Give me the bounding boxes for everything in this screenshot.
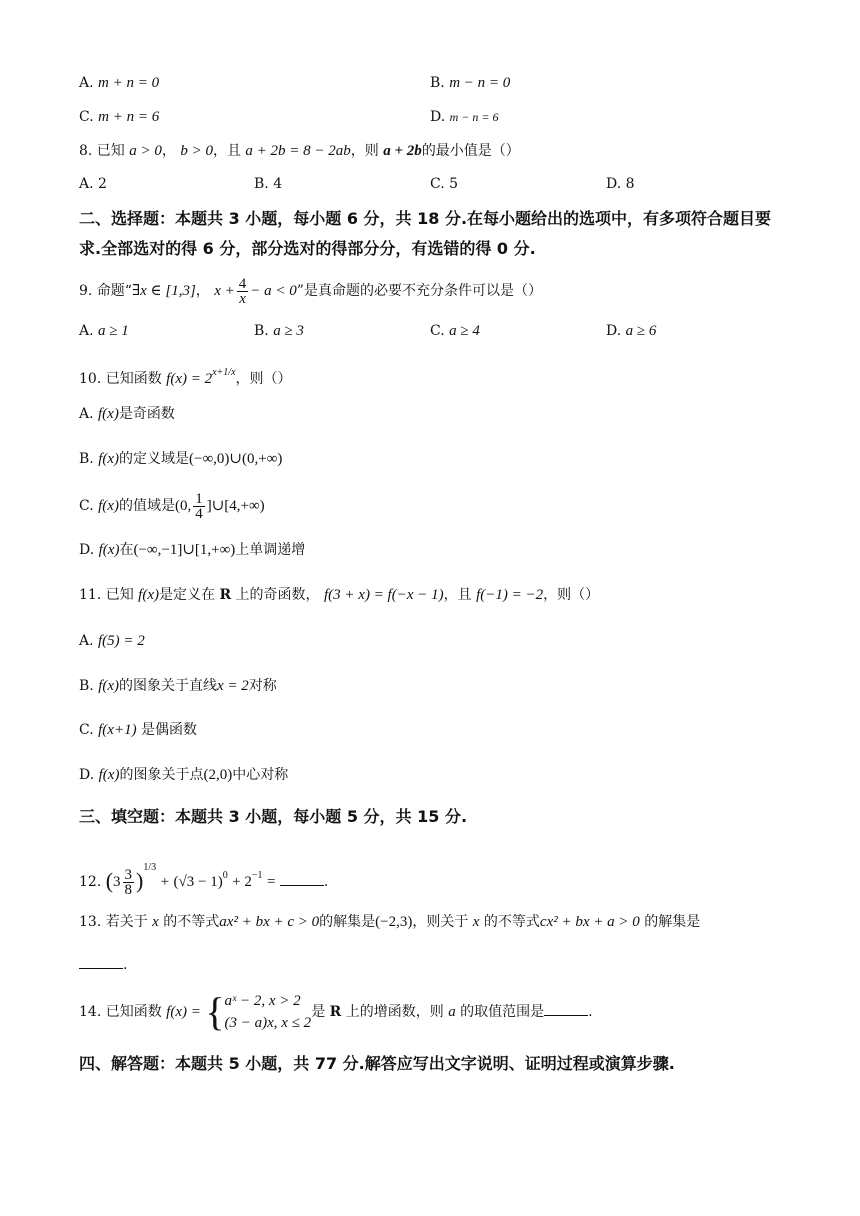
option-label: A.: [79, 406, 94, 422]
question-number: 8. 已知: [79, 143, 125, 159]
question-tail: ，则（）: [543, 587, 600, 603]
question-12: [79, 848, 790, 902]
option-expression: a ≥ 3: [273, 323, 304, 339]
left-brace: {: [205, 989, 225, 1034]
equals-sign: =: [266, 874, 276, 890]
period: .: [123, 957, 128, 973]
mixed-number-whole: 3: [113, 874, 121, 890]
math-expression: (√3 − 1): [173, 874, 223, 890]
option-label: A.: [79, 633, 94, 649]
q9-option-a: [79, 321, 129, 341]
q8-option-b: B. 4: [254, 176, 283, 192]
q7-option-c: [79, 107, 159, 127]
question-tail: ，则（）: [235, 371, 292, 387]
function-expression: f(x+1): [98, 722, 137, 738]
answer-blank: [544, 1003, 588, 1016]
function-expression: f(x) = 2: [166, 371, 213, 387]
text: ，则关于: [412, 914, 469, 930]
option-expression: a ≥ 6: [625, 323, 657, 339]
option-label: C.: [79, 109, 94, 125]
exponent: x+1/x: [212, 367, 236, 378]
piecewise-cases: [225, 990, 312, 1034]
point-expression: (2,0): [203, 767, 233, 783]
option-expression: m − n = 6: [449, 110, 499, 124]
math-expression: − a < 0: [250, 283, 297, 299]
text: 的不等式: [483, 914, 540, 930]
text: 是定义在: [159, 587, 215, 603]
section-3-heading: 三、填空题：本题共 3 小题，每小题 5 分，共 15 分.: [79, 807, 468, 826]
period: .: [588, 1004, 593, 1020]
exponent: 1/3: [143, 862, 157, 873]
option-label: D.: [430, 109, 446, 125]
math-expression: a + 2b: [383, 143, 422, 159]
function-expression: f(x): [98, 678, 120, 694]
function-expression: f(x): [138, 587, 159, 603]
math-expression: f(−1) = −2: [476, 587, 544, 603]
question-tail: ”是真命题的必要不充分条件可以是（）: [296, 283, 542, 299]
right-paren: ): [136, 868, 144, 893]
q9-option-d: [606, 321, 656, 341]
left-paren: (: [105, 868, 114, 893]
exponent: 0: [222, 870, 228, 881]
option-label: A.: [79, 75, 94, 91]
answer-blank: [79, 956, 123, 969]
function-expression: f(x): [98, 406, 119, 422]
option-label: C.: [430, 323, 445, 339]
question-number: 14. 已知函数: [79, 1004, 162, 1020]
option-label: B.: [254, 323, 269, 339]
plus-sign: +: [160, 874, 170, 890]
fraction-numerator: 4: [238, 275, 247, 292]
case-2: (3 − a)x, x ≤ 2: [224, 1015, 312, 1031]
fraction-denominator: 8: [124, 881, 133, 898]
inequality: cx² + bx + a > 0: [539, 914, 640, 930]
q10-option-c: [79, 490, 265, 522]
fraction: [237, 277, 249, 306]
real-numbers-symbol: R: [219, 587, 232, 603]
set-expression: (−∞,−1]∪[1,+∞): [133, 542, 236, 558]
answer-blank: [280, 873, 324, 886]
option-label: C.: [79, 498, 94, 514]
option-label: A.: [79, 323, 94, 339]
option-text: 的定义域是: [119, 451, 190, 467]
math-expression: + 2: [232, 874, 252, 890]
text: 的不等式: [163, 914, 220, 930]
option-text: 在: [119, 542, 134, 558]
question-number: 12.: [79, 874, 102, 890]
question-10: [79, 360, 790, 392]
option-expression: m − n = 0: [449, 75, 511, 91]
q9-option-b: [254, 321, 304, 341]
question-13: [79, 912, 790, 932]
set-expression: (0,: [174, 498, 192, 514]
q8-option-c: C. 5: [430, 176, 459, 192]
question-number: 10. 已知函数: [79, 371, 162, 387]
text: 是: [311, 1004, 326, 1020]
option-text: 的值域是: [118, 498, 175, 514]
separator: ，则: [350, 143, 379, 159]
function-expression: f(x): [98, 451, 120, 467]
separator: ，: [161, 143, 176, 159]
option-text: 是偶函数: [141, 722, 198, 738]
option-text: 是奇函数: [118, 406, 175, 422]
q7-option-b: [430, 73, 510, 93]
function-expression: f(x): [98, 498, 119, 514]
math-expression: ∃x ∈ [1,3]: [131, 283, 196, 299]
piecewise-function: [205, 988, 311, 1036]
text: 的取值范围是: [460, 1004, 545, 1020]
set-expression: (−∞,0)∪(0,+∞): [189, 451, 283, 467]
q7-option-d: [430, 107, 499, 127]
q8-option-a: A. 2: [79, 176, 107, 192]
text: 的解集是: [319, 914, 376, 930]
option-label: D.: [79, 767, 95, 783]
case-1: aˣ − 2, x > 2: [224, 993, 301, 1009]
option-expression: m + n = 0: [98, 75, 160, 91]
text: 上的增函数，则: [345, 1004, 444, 1020]
separator: ，: [195, 283, 210, 299]
q10-option-d: [79, 540, 305, 560]
option-label: D.: [79, 542, 95, 558]
question-number: 13. 若关于: [79, 914, 148, 930]
q11-option-c: [79, 720, 197, 740]
option-tail: 上单调递增: [235, 542, 306, 558]
variable: a: [448, 1004, 456, 1020]
math-expression: x = 2: [217, 678, 249, 694]
option-expression: f(5) = 2: [98, 633, 145, 649]
question-number: 11. 已知: [79, 587, 134, 603]
option-label: D.: [606, 323, 622, 339]
math-expression: a > 0: [129, 143, 162, 159]
text: 的解集是: [644, 914, 701, 930]
option-expression: a ≥ 4: [449, 323, 480, 339]
question-8: [79, 141, 790, 161]
fraction-numerator: 1: [195, 490, 203, 507]
option-label: B.: [79, 451, 94, 467]
separator: ，且: [212, 143, 241, 159]
math-expression: b > 0: [180, 143, 213, 159]
inequality: ax² + bx + c > 0: [219, 914, 320, 930]
question-14: [79, 988, 790, 1036]
fraction: [123, 868, 135, 897]
fraction-denominator: x: [239, 290, 246, 307]
q11-option-b: [79, 676, 277, 696]
section-2-heading: 二、选择题：本题共 3 小题，每小题 6 分，共 18 分.在每小题给出的选项中，有多项符合题目要求.全部选对的得 6 分，部分选对的得部分分，有选错的得 0 分.: [79, 209, 772, 258]
q9-option-c: [430, 321, 480, 341]
set-expression: ]∪[4,+∞): [206, 498, 265, 514]
question-number: 9. 命题“: [79, 283, 132, 299]
variable: x: [152, 914, 159, 930]
q8-option-d: D. 8: [606, 176, 635, 192]
question-tail: 的最小值是（）: [421, 143, 520, 159]
q10-option-a: [79, 404, 175, 424]
fraction: [193, 492, 205, 521]
function-expression: f(x) =: [166, 1004, 201, 1020]
exponent: −1: [251, 870, 263, 881]
question-13-answer-line: [79, 955, 790, 975]
period: .: [323, 874, 329, 890]
q11-option-a: [79, 631, 145, 651]
option-text: 的图象关于直线: [119, 678, 218, 694]
function-expression: f(x): [98, 767, 120, 783]
option-tail: 对称: [248, 678, 277, 694]
math-expression: f(3 + x) = f(−x − 1): [324, 587, 444, 603]
variable: x: [472, 914, 480, 930]
q10-option-b: [79, 449, 282, 469]
set-expression: (−2,3): [375, 914, 413, 930]
question-11: [79, 585, 790, 605]
text: 上的奇函数，: [235, 587, 320, 603]
option-label: C.: [79, 722, 94, 738]
option-tail: 中心对称: [232, 767, 289, 783]
function-expression: f(x): [98, 542, 120, 558]
option-text: 的图象关于点: [119, 767, 204, 783]
math-expression: x +: [214, 283, 235, 299]
option-expression: a ≥ 1: [98, 323, 129, 339]
q7-option-a: [79, 73, 159, 93]
question-9: [79, 275, 790, 307]
section-4-heading: 四、解答题：本题共 5 小题，共 77 分.解答应写出文字说明、证明过程或演算步骤.: [79, 1054, 675, 1073]
fraction-numerator: 3: [124, 866, 133, 883]
math-expression: a + 2b = 8 − 2ab: [245, 143, 351, 159]
fraction-denominator: 4: [195, 505, 203, 522]
real-numbers-symbol: R: [329, 1004, 342, 1020]
option-label: B.: [430, 75, 445, 91]
option-label: B.: [79, 678, 94, 694]
q11-option-d: [79, 765, 288, 785]
option-expression: m + n = 6: [98, 109, 160, 125]
text: ，且: [443, 587, 472, 603]
